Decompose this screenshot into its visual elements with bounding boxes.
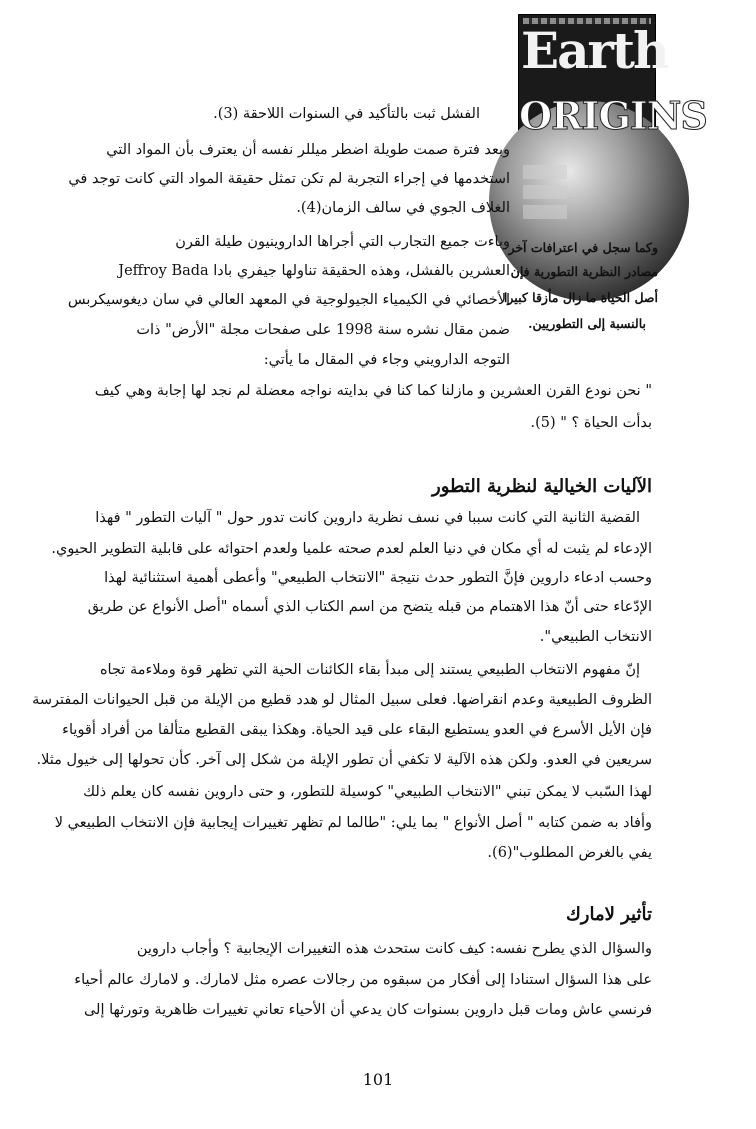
body-text-line: يفي بالغرض المطلوب"(6).	[487, 845, 652, 861]
body-text-line: الأخصائي في الكيمياء الجيولوجية في المعهد العالي في سان ديغوسيكربس	[67, 292, 510, 308]
body-text-line: إنّ مفهوم الانتخاب الطبيعي يستند إلى مبدأ بقاء الكائنات الحية التي تظهر قوة وملاءمة تجاه	[99, 662, 640, 678]
body-text-line: على هذا السؤال استنادا إلى أفكار من سبقوه من رجالات عصره مثل لامارك. و لامارك عالم أحياء	[74, 972, 652, 988]
cover-caption-line: أصل الحياة ما زال مأزقا كبيرا	[503, 290, 658, 305]
body-text-line: التوجه الدارويني وجاء في المقال ما يأتي:	[263, 352, 510, 368]
body-text-line: العشرين بالفشل، وهذه الحقيقة تناولها جيفري بادا Jeffroy Bada	[118, 263, 510, 279]
cover-blurbs	[523, 165, 567, 225]
body-text-line: والسؤال الذي يطرح نفسه: كيف كانت ستحدث هذه التغييرات الإيجابية ؟ وأجاب داروين	[136, 941, 652, 957]
body-text-line: الإدّعاء حتى أنّ هذا الاهتمام من قبله يتضح من اسم الكتاب الذي أسماه "أصل الأنواع عن طريق	[87, 599, 652, 615]
body-text-line: سريعين في العدو. ولكن هذه الآلية لا تكفي أن تطور الإيلة من شكل إلى آخر. كأن تحولها إلى خيول مثلا.	[36, 752, 652, 768]
section-heading: الآليات الخيالية لنظرية التطور	[432, 476, 652, 497]
quote-line: " نحن نودع القرن العشرين و مازلنا كما كنا في بدايته نواجه معضلة لم نجد لها إجابة وهي كيف	[94, 383, 652, 399]
body-text-line: وحسب ادعاء داروين فإنَّ التطور حدث نتيجة "الانتخاب الطبيعي" وأعطى أهمية استثنائية لهذا	[104, 570, 652, 586]
cover-title-origins: ORIGINS	[519, 93, 707, 138]
cover-caption-line: وكما سجل في اعترافات آخر	[508, 240, 658, 255]
body-text-line: الانتخاب الطبيعي".	[539, 629, 652, 645]
body-text-line: لهذا السّبب لا يمكن تبني "الانتخاب الطبيعي" كوسيلة للتطور، و حتى داروين نفسه كان يعلم ذلك	[83, 784, 652, 800]
body-text-line: الإدعاء لم يثبت له أي مكان في دنيا العلم لعدم صحته علميا ولعدم احتوائه على قابلية التطوير الحيوي.	[51, 541, 652, 557]
body-text-line: فإن الأيل الأسرع في العدو يستطيع البقاء على قيد الحياة. وهكذا يبقى القطيع متألفا من أفراد أقوياء	[62, 722, 652, 738]
body-text-line: فرنسي عاش ومات قبل داروين بسنوات كان يدعي أن الأحياء تعاني تغييرات ظاهرية وتورثها إلى	[83, 1002, 652, 1018]
body-text-line: وباءت جميع التجارب التي أجراها الداروينيون طيلة القرن	[175, 234, 510, 250]
body-text-line: القضية الثانية التي كانت سببا في نسف نظرية داروين كانت تدور حول " آليات التطور " فهذا	[95, 510, 640, 526]
body-text-line: ضمن مقال نشره سنة 1998 على صفحات مجلة "الأرض" ذات	[136, 322, 510, 338]
section-heading: تأثير لامارك	[565, 904, 652, 925]
body-text-line: الفشل ثبت بالتأكيد في السنوات اللاحقة (3).	[213, 106, 480, 122]
body-text-line: وبعد فترة صمت طويلة اضطر ميللر نفسه أن يعترف بأن المواد التي	[106, 142, 510, 158]
body-text-line: الغلاف الجوي في سالف الزمان(4).	[296, 200, 510, 216]
page-number: 101	[362, 1070, 394, 1089]
cover-caption-line: بالنسبة إلى التطوريين.	[528, 316, 646, 331]
magazine-cover-image	[518, 14, 707, 236]
cover-caption-line: مصادر النظرية التطورية فإن	[510, 264, 658, 279]
body-text-line: وأفاد به ضمن كتابه " أصل الأنواع " بما يلي: "طالما لم تظهر تغييرات إيجابية فإن الانتخاب الطبيعي لا	[54, 815, 652, 831]
body-text-line: استخدمها في إجراء التجربة لم تكن تمثل حقيقة المواد التي كانت توجد في	[68, 171, 510, 187]
cover-title-earth: Earth	[521, 21, 668, 80]
quote-line: بدأت الحياة ؟ " (5).	[530, 415, 652, 431]
body-text-line: الظروف الطبيعية وعدم انقراضها. فعلى سبيل المثال لو هدد قطيع من الإيلة من قبل الحيوانات المفترسة	[32, 692, 652, 708]
